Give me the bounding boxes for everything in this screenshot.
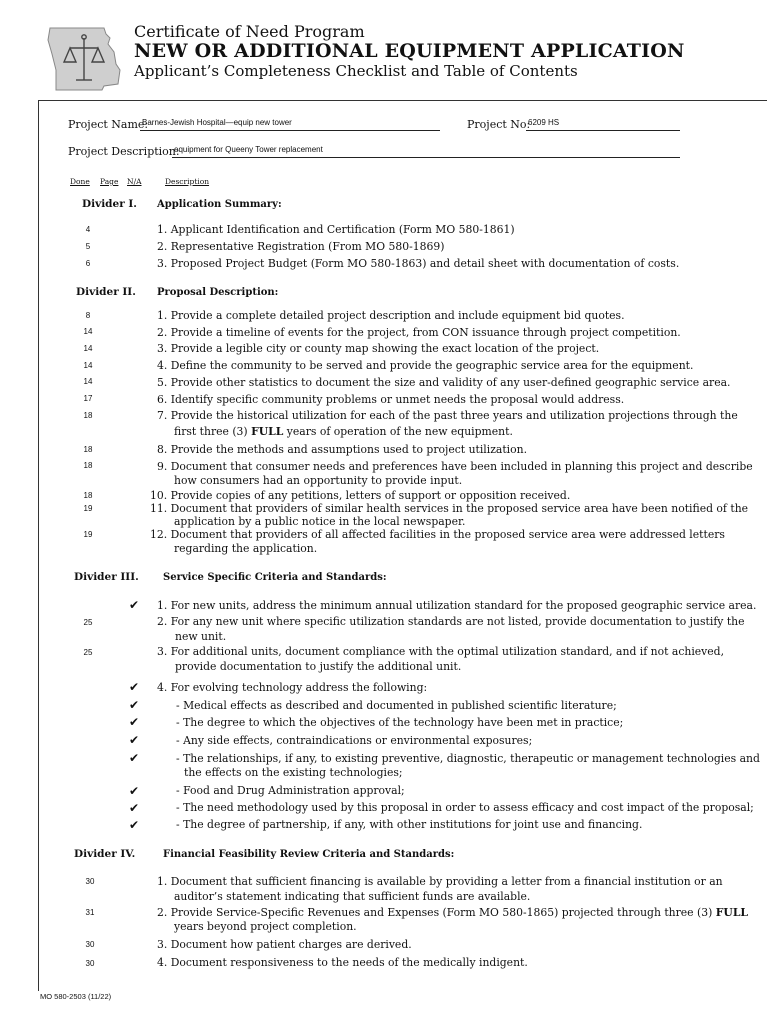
project-no-field[interactable] (526, 118, 680, 131)
checklist-item: 2. Provide Service-Specific Revenues and Expenses (Form MO 580-1865) projected through three (3) FULL (157, 906, 748, 919)
page-number: 17 (83, 394, 93, 403)
page-number: 18 (83, 491, 93, 500)
checklist-item-continued: first three (3) FULL years of operation of the new equipment. (174, 425, 513, 438)
checklist-item-continued: application by a public notice in the local newspaper. (174, 515, 466, 528)
checkmark-icon: ✔ (128, 751, 140, 765)
checklist-item-continued: how consumers had an opportunity to provide input. (174, 474, 463, 487)
checklist-item: 9. Document that consumer needs and preferences have been included in planning this project and describe (157, 460, 753, 473)
form-number: MO 580-2503 (11/22) (40, 992, 112, 1001)
section-heading: Proposal Description: (157, 287, 279, 298)
project-description-field[interactable] (172, 145, 680, 158)
checkmark-icon: ✔ (128, 680, 140, 694)
checklist-item-continued: provide documentation to justify the additional unit. (175, 660, 462, 673)
project-description-value: equipment for Queeny Tower replacement (174, 145, 323, 154)
section-heading: Financial Feasibility Review Criteria and Standards: (163, 849, 455, 860)
missouri-state-seal-icon (44, 24, 124, 94)
page-number: 5 (85, 242, 91, 251)
project-no-value: 6209 HS (528, 118, 560, 127)
page-number: 25 (83, 618, 93, 627)
column-na: N/A (127, 177, 142, 186)
checklist-item: 8. Provide the methods and assumptions used to project utilization. (157, 443, 528, 456)
checklist-item: - The need methodology used by this proposal in order to assess efficacy and cost impact of the proposal; (176, 801, 754, 814)
project-name-field[interactable] (140, 118, 440, 131)
checklist-item: 1. Document that sufficient financing is available by providing a letter from a financial institution or an (157, 875, 723, 888)
checklist-item: 3. Document how patient charges are derived. (157, 938, 412, 951)
checklist-item: 1. Provide a complete detailed project description and include equipment bid quotes. (157, 309, 625, 322)
project-name-label: Project Name: (68, 118, 149, 131)
checklist-item-continued: the effects on the existing technologies; (184, 766, 403, 779)
project-description-label: Project Description: (68, 145, 180, 158)
checklist-item: 3. Provide a legible city or county map showing the exact location of the project. (157, 342, 600, 355)
checklist-item: - The relationships, if any, to existing preventive, diagnostic, therapeutic or management technologies and (176, 752, 760, 765)
page-number: 30 (85, 877, 95, 886)
checklist-item: 3. For additional units, document compliance with the optimal utilization standard, and if not achieved, (157, 645, 724, 658)
page-number: 19 (83, 504, 93, 513)
page-number: 8 (85, 311, 91, 320)
checklist-item: 1. For new units, address the minimum annual utilization standard for the proposed geographic service area. (157, 599, 757, 612)
checklist-item-continued: new unit. (175, 630, 227, 643)
checklist-item-continued: years beyond project completion. (174, 920, 357, 933)
checklist-item: - Food and Drug Administration approval; (176, 784, 405, 797)
checklist-item: - Any side effects, contraindications or environmental exposures; (176, 734, 533, 747)
page-number: 19 (83, 530, 93, 539)
column-done: Done (70, 177, 90, 186)
page-number: 6 (85, 259, 91, 268)
page-subtitle: Applicant’s Completeness Checklist and Table of Contents (134, 62, 578, 80)
checkmark-icon: ✔ (128, 784, 140, 798)
page-number: 31 (85, 908, 95, 917)
checkmark-icon: ✔ (128, 715, 140, 729)
checklist-item: 7. Provide the historical utilization for each of the past three years and utilization projections through the (157, 409, 738, 422)
page-number: 18 (83, 411, 93, 420)
checklist-item: 10. Provide copies of any petitions, letters of support or opposition received. (150, 489, 571, 502)
checklist-item: 4. Define the community to be served and provide the geographic service area for the equipment. (157, 359, 694, 372)
checkmark-icon: ✔ (128, 733, 140, 747)
page-number: 18 (83, 461, 93, 470)
page-number: 30 (85, 940, 95, 949)
page-number: 14 (83, 344, 93, 353)
page-number: 4 (85, 225, 91, 234)
checklist-item: 12. Document that providers of all affected facilities in the proposed service area were addressed letters (150, 528, 725, 541)
page-number: 14 (83, 377, 93, 386)
checklist-item: 6. Identify specific community problems or unmet needs the proposal would address. (157, 393, 625, 406)
checklist-item: - Medical effects as described and documented in published scientific literature; (176, 699, 617, 712)
checklist-item: 5. Provide other statistics to document the size and validity of any user-defined geographic service area. (157, 376, 731, 389)
checklist-item-continued: auditor’s statement indicating that sufficient funds are available. (174, 890, 531, 903)
checkmark-icon: ✔ (128, 818, 140, 832)
checklist-item-continued: regarding the application. (174, 542, 318, 555)
column-description: Description (165, 177, 210, 186)
divider-label: Divider III. (74, 571, 139, 583)
page-number: 30 (85, 959, 95, 968)
page-title: NEW OR ADDITIONAL EQUIPMENT APPLICATION (134, 40, 685, 62)
page-number: 18 (83, 445, 93, 454)
project-no-label: Project No: (467, 118, 531, 131)
checklist-item: - The degree to which the objectives of the technology have been met in practice; (176, 716, 624, 729)
checklist-item: 11. Document that providers of similar health services in the proposed service area have been notified of the (150, 502, 749, 515)
divider-label: Divider II. (76, 286, 136, 298)
project-name-value: Barnes-Jewish Hospital—equip new tower (142, 118, 292, 127)
checkmark-icon: ✔ (128, 598, 140, 612)
checkmark-icon: ✔ (128, 698, 140, 712)
checklist-item: 4. For evolving technology address the following: (157, 681, 428, 694)
checklist-item: 2. For any new unit where specific utilization standards are not listed, provide documentation to justify the (157, 615, 745, 628)
page-number: 14 (83, 361, 93, 370)
divider-label: Divider IV. (74, 848, 136, 860)
checklist-item: 2. Representative Registration (From MO 580-1869) (157, 240, 445, 253)
checklist-item: 1. Applicant Identification and Certification (Form MO 580-1861) (157, 223, 515, 236)
checklist-item: 2. Provide a timeline of events for the project, from CON issuance through project competition. (157, 326, 681, 339)
checklist-item: 3. Proposed Project Budget (Form MO 580-1863) and detail sheet with documentation of costs. (157, 257, 680, 270)
checklist-item: 4. Document responsiveness to the needs of the medically indigent. (157, 956, 528, 969)
section-heading: Service Specific Criteria and Standards: (163, 572, 387, 583)
section-heading: Application Summary: (157, 199, 282, 210)
page-number: 14 (83, 327, 93, 336)
page-number: 25 (83, 648, 93, 657)
checklist-item: - The degree of partnership, if any, with other institutions for joint use and financing. (176, 818, 643, 831)
column-page: Page (100, 177, 119, 186)
checkmark-icon: ✔ (128, 801, 140, 815)
program-name: Certificate of Need Program (134, 22, 365, 41)
divider-label: Divider I. (82, 198, 137, 210)
